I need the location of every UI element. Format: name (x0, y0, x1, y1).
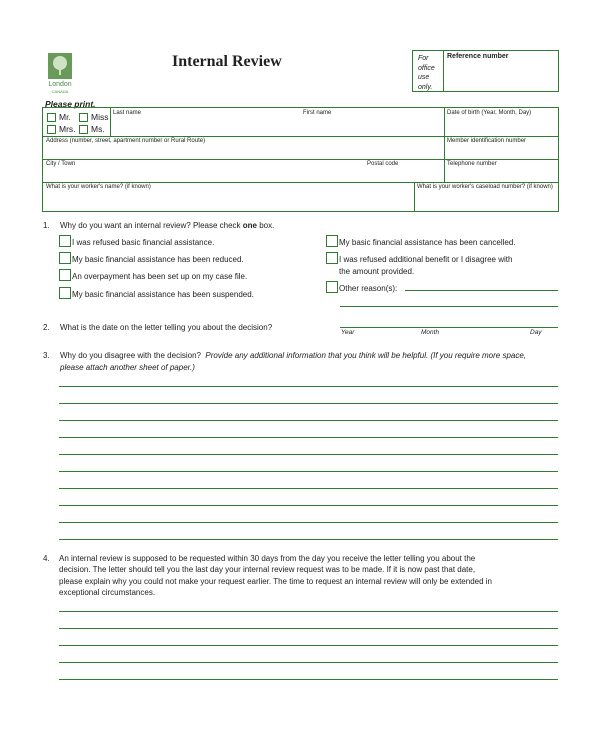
answer-line[interactable] (59, 471, 558, 472)
checkbox[interactable] (79, 125, 88, 134)
q1-option-other[interactable]: Other reason(s): (326, 281, 397, 293)
office-use-label: For office use only. (418, 55, 435, 91)
checkbox[interactable] (59, 235, 71, 247)
checkbox[interactable] (326, 235, 338, 247)
question-3: 3. Why do you disagree with the decision? Provide any additional information that you think will be helpful. (If you require more space, please attach another sheet of paper.) (43, 351, 527, 372)
q1-option-reduced[interactable]: My basic financial assistance has been reduced. (59, 252, 244, 264)
checkbox[interactable] (59, 287, 71, 299)
form-title: Internal Review (172, 53, 282, 70)
checkbox[interactable] (326, 252, 338, 264)
answer-line[interactable] (59, 645, 558, 646)
question-4-number: 4. (43, 554, 50, 563)
dob-field[interactable]: Date of birth (Year, Month, Day) (447, 110, 532, 116)
reference-number-label: Reference number (447, 53, 509, 60)
q1-option-refused[interactable]: I was refused basic financial assistance. (59, 235, 214, 247)
question-4: An internal review is supposed to be requested within 30 days from the day you receive the letter telling you about the decision. The letter should tell you the last day your internal review request was to be made. If it is now past that date, please explain why you could not make your request earlier. The time to request an internal review will only be extended in exceptional circumstances. (59, 554, 492, 597)
logo-text: London CANADA (48, 81, 72, 94)
q1-option-cancelled[interactable]: My basic financial assistance has been cancelled. (326, 235, 516, 247)
city-field[interactable]: City / Town (46, 161, 76, 167)
caseload-field[interactable]: What is your worker's caseload number? (if known) (417, 184, 553, 190)
title-ms[interactable]: Ms. (79, 124, 105, 134)
address-field[interactable]: Address (number, street, apartment number or Rural Route) (46, 138, 206, 144)
worker-name-field[interactable]: What is your worker's name? (if known) (46, 184, 151, 190)
answer-line[interactable] (59, 628, 558, 629)
answer-line[interactable] (59, 403, 558, 404)
checkbox[interactable] (326, 281, 338, 293)
answer-line[interactable] (59, 679, 558, 680)
checkbox[interactable] (47, 125, 56, 134)
answer-line[interactable] (59, 437, 558, 438)
answer-line[interactable] (59, 454, 558, 455)
day-label: Day (530, 329, 542, 336)
member-id-field[interactable]: Member identification number (447, 138, 527, 144)
answer-line[interactable] (59, 611, 558, 612)
date-input-line[interactable] (340, 327, 558, 328)
answer-line[interactable] (59, 386, 558, 387)
checkbox[interactable] (59, 269, 71, 281)
question-2: 2. What is the date on the letter telling you about the decision? (43, 323, 273, 332)
answer-line[interactable] (59, 539, 558, 540)
question-1: 1. Why do you want an internal review? Please check one box. (43, 221, 275, 230)
answer-line[interactable] (59, 488, 558, 489)
answer-line[interactable] (59, 662, 558, 663)
other-reason-line[interactable] (405, 290, 558, 291)
title-mrs[interactable]: Mrs. (47, 124, 76, 134)
month-label: Month (421, 329, 440, 336)
please-print: Please print. (45, 99, 96, 109)
first-name-field[interactable]: First name (303, 110, 332, 116)
telephone-field[interactable]: Telephone number (447, 161, 497, 167)
last-name-field[interactable]: Last name (113, 110, 142, 116)
postal-code-field[interactable]: Postal code (367, 161, 399, 167)
other-reason-line-2[interactable] (340, 306, 558, 307)
q1-option-additional-benefit[interactable]: I was refused additional benefit or I disagree with the amount provided. (326, 252, 512, 277)
answer-line[interactable] (59, 505, 558, 506)
checkbox[interactable] (59, 252, 71, 264)
checkbox[interactable] (79, 113, 88, 122)
checkbox[interactable] (47, 113, 56, 122)
personal-info-grid (42, 107, 559, 212)
title-mr[interactable]: Mr. (47, 112, 71, 122)
q1-option-overpayment[interactable]: An overpayment has been set up on my case file. (59, 269, 247, 281)
answer-line[interactable] (59, 522, 558, 523)
answer-line[interactable] (59, 420, 558, 421)
year-label: Year (341, 329, 355, 336)
q1-option-suspended[interactable]: My basic financial assistance has been suspended. (59, 287, 254, 299)
title-miss[interactable]: Miss (79, 112, 108, 122)
